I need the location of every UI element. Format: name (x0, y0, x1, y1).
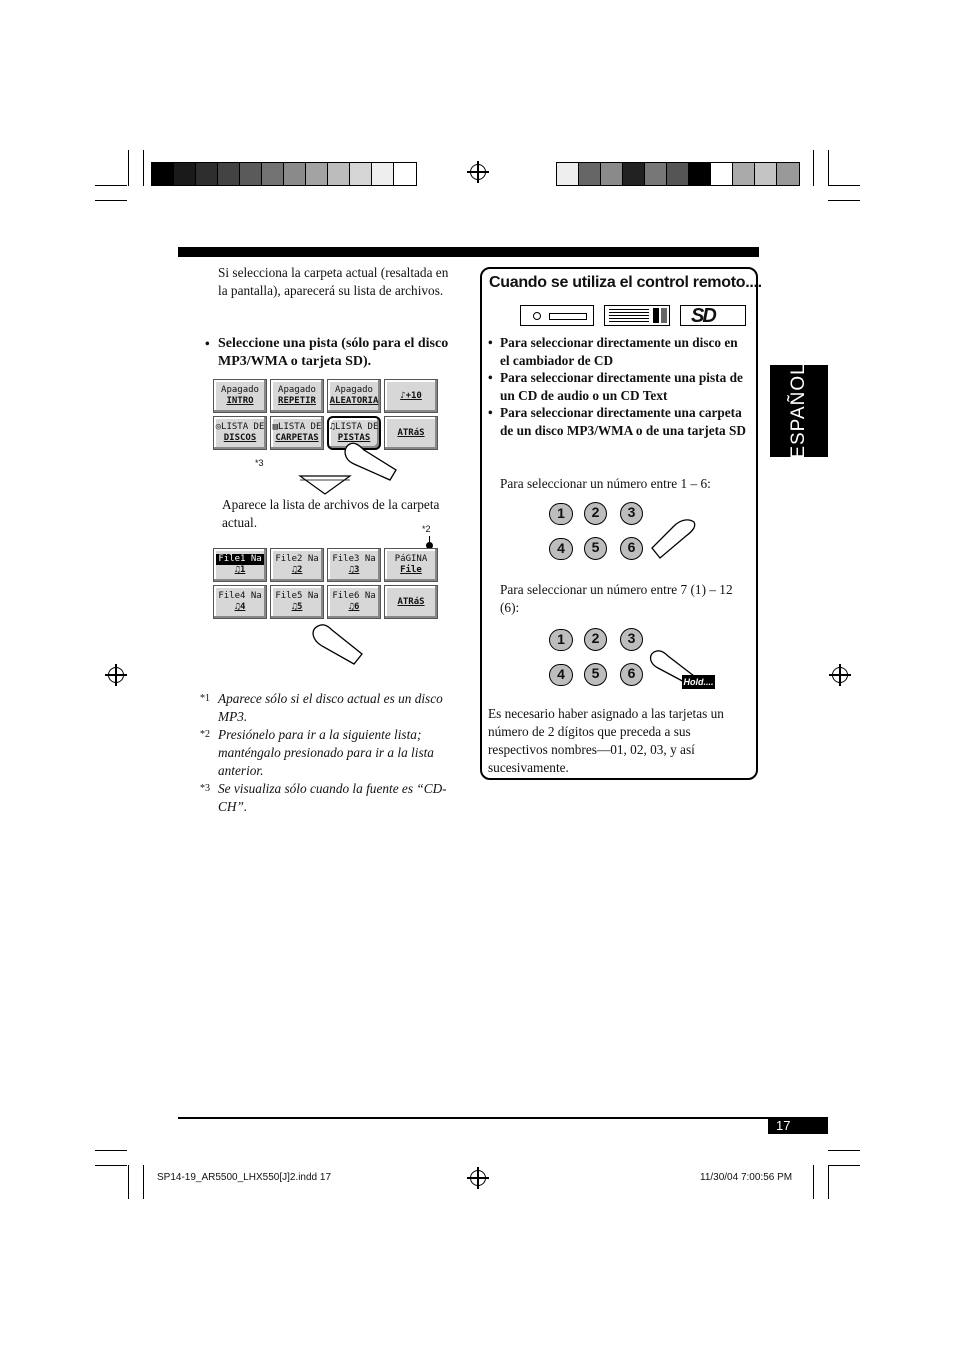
lcd-button-line1: File5 Na (275, 591, 319, 601)
color-bar-left (151, 162, 417, 186)
file4-button[interactable] (213, 585, 267, 619)
lcd-file-grid (213, 548, 438, 619)
lcd-button-line1: File1 Na (218, 554, 262, 564)
bullet-dot: • (488, 370, 493, 385)
lcd-button-line2: ATRáS (397, 596, 425, 607)
footnote (200, 690, 460, 726)
registration-mark-icon (470, 164, 486, 180)
footnote-text: Aparece sólo si el disco actual es un disco MP3. (218, 691, 443, 724)
lcd-button-line1: ▤LISTA DE (272, 422, 322, 432)
lcd-menu-grid (213, 379, 438, 450)
registration-mark-icon (832, 667, 848, 683)
remote-bullet-item (488, 404, 750, 439)
header-rule (178, 247, 759, 257)
footnotes (200, 690, 460, 816)
key-4: 4 (549, 664, 573, 686)
page-number: 17 (768, 1118, 828, 1134)
lcd-button-line2: ALEATORIA (329, 396, 379, 406)
color-bar-right-swatch (733, 163, 755, 185)
select-track-instruction: Seleccione una pista (sólo para el disco MP3/WMA o tarjeta SD). (218, 336, 449, 369)
bullet-dot: • (488, 405, 493, 420)
footnote-text: Se visualiza sólo cuando la fuente es “CD-CH”. (218, 781, 447, 814)
cd-player-icon (520, 305, 594, 326)
key-1: 1 (549, 629, 573, 651)
color-bar-right-swatch (755, 163, 777, 185)
footnote-mark: *2 (200, 729, 210, 740)
color-bar-left-swatch (372, 163, 394, 185)
footnote-text: Presiónelo para ir a la siguiente lista; manténgalo presionado para ir a la lista anterior. (218, 727, 434, 778)
key-3: 3 (620, 628, 643, 651)
lcd-button-line2: ♫1 (234, 565, 246, 575)
plus10-button[interactable] (384, 379, 438, 413)
lcd-button-line1: File6 Na (332, 591, 376, 601)
key-6: 6 (620, 537, 643, 560)
range-1-6-text: Para seleccionar un número entre 1 – 6: (500, 476, 711, 491)
remote-bullet-text: Para seleccionar directamente una pista de un CD de audio o un CD Text (500, 370, 743, 403)
lcd-button-line1: ♫LISTA DE (329, 422, 379, 432)
lcd-button-line1: PáGINA (394, 554, 428, 564)
footnote (200, 780, 460, 816)
color-bar-left-swatch (306, 163, 328, 185)
sd-logo: SD (691, 305, 715, 327)
page-button[interactable] (384, 548, 438, 582)
remote-bullet-text: Para seleccionar directamente una carpeta de un disco MP3/WMA o de una tarjeta SD (500, 405, 746, 438)
folder-list-button[interactable] (270, 416, 324, 450)
color-bar-right-swatch (557, 163, 579, 185)
finger-pointer-icon (310, 620, 366, 666)
lcd-button-line1: Apagado (221, 385, 259, 395)
lcd-button-line1: File2 Na (275, 554, 319, 564)
remote-bullet-text: Para seleccionar directamente un disco en el cambiador de CD (500, 335, 738, 368)
color-bar-left-swatch (152, 163, 174, 185)
file3-button[interactable] (327, 548, 381, 582)
key-4: 4 (549, 538, 573, 560)
lcd-button-line2: REPETIR (278, 396, 316, 406)
sd-card-icon (680, 305, 746, 326)
file5-button[interactable] (270, 585, 324, 619)
footer-file-info: SP14-19_AR5500_LHX550[J]2.indd 17 (157, 1172, 332, 1183)
lcd-button-line2: ♫3 (348, 565, 360, 575)
lcd-button-line1: Apagado (278, 385, 316, 395)
random-button[interactable] (327, 379, 381, 413)
file6-button[interactable] (327, 585, 381, 619)
hold-label: Hold.... (683, 677, 714, 687)
key-5: 5 (584, 537, 607, 560)
color-bar-left-swatch (196, 163, 218, 185)
color-bar-left-swatch (240, 163, 262, 185)
footnote-mark: *3 (200, 783, 210, 794)
arrow-down-icon (298, 474, 352, 496)
bullet-dot: • (205, 336, 210, 351)
footnote (200, 726, 460, 780)
footnote-mark: *3 (255, 458, 264, 468)
lcd-button-line1: Apagado (335, 385, 373, 395)
color-bar-right-swatch (667, 163, 689, 185)
intro-button[interactable] (213, 379, 267, 413)
sd-naming-note: Es necesario haber asignado a las tarjetas un número de 2 dígitos que preceda a sus respectivos nombres—01, 02, 03, y así sucesivamente. (488, 706, 724, 775)
registration-mark-icon (470, 1170, 486, 1186)
lcd-button-line2: ATRáS (397, 427, 425, 438)
footer-timestamp: 11/30/04 7:00:56 PM (700, 1172, 793, 1183)
key-1: 1 (549, 503, 573, 525)
lcd-button-line2: ♫5 (291, 602, 303, 612)
remote-bullet-item (488, 369, 750, 404)
language-tab (770, 365, 828, 457)
lcd-button-line1: ◎LISTA DE (215, 422, 265, 432)
color-bar-left-swatch (350, 163, 372, 185)
registration-mark-icon (108, 667, 124, 683)
color-bar-left-swatch (174, 163, 196, 185)
key-6: 6 (620, 663, 643, 686)
box-title: Cuando se utiliza el control remoto.... (489, 274, 762, 291)
range-7-12-text: Para seleccionar un número entre 7 (1) – 12 (6): (500, 582, 733, 615)
lcd-button-line2: DISCOS (223, 433, 257, 443)
footer-rule (178, 1117, 828, 1119)
intro-text: Si selecciona la carpeta actual (resaltada en la pantalla), aparecerá su lista de archivos. (218, 265, 449, 298)
file-list-caption: Aparece la lista de archivos de la carpeta actual. (222, 497, 440, 530)
back-button[interactable] (384, 585, 438, 619)
lcd-button-line2: ♫2 (291, 565, 303, 575)
color-bar-right-swatch (777, 163, 799, 185)
cd-changer-icon (604, 305, 670, 326)
color-bar-right-swatch (623, 163, 645, 185)
finger-pointer-icon (648, 518, 696, 560)
footnote-mark: *1 (200, 693, 210, 704)
footnote-mark: *2 (422, 524, 431, 534)
color-bar-right (556, 162, 800, 186)
lcd-button-line2: ♫4 (234, 602, 246, 612)
file2-button[interactable] (270, 548, 324, 582)
color-bar-right-swatch (579, 163, 601, 185)
color-bar-left-swatch (218, 163, 240, 185)
repeat-button[interactable] (270, 379, 324, 413)
bullet-dot: • (488, 335, 493, 350)
color-bar-right-swatch (601, 163, 623, 185)
lcd-button-line2: CARPETAS (275, 433, 319, 443)
key-2: 2 (584, 502, 607, 525)
key-3: 3 (620, 502, 643, 525)
language-tab-label: ESPAÑOL (788, 363, 809, 459)
lcd-button-line2: PISTAS (337, 433, 371, 443)
color-bar-right-swatch (645, 163, 667, 185)
remote-bullets (488, 334, 750, 439)
color-bar-left-swatch (328, 163, 350, 185)
lcd-button-line1: File3 Na (332, 554, 376, 564)
file1-button[interactable] (213, 548, 267, 582)
disc-list-button[interactable] (213, 416, 267, 450)
remote-bullet-item (488, 334, 750, 369)
lcd-button-line2: INTRO (226, 396, 254, 406)
color-bar-right-swatch (689, 163, 711, 185)
color-bar-left-swatch (262, 163, 284, 185)
lcd-button-line1: File4 Na (218, 591, 262, 601)
key-5: 5 (584, 663, 607, 686)
key-2: 2 (584, 628, 607, 651)
color-bar-left-swatch (394, 163, 416, 185)
lcd-button-line2: File (400, 565, 422, 575)
lcd-button-line2: ♪+10 (400, 390, 422, 401)
color-bar-left-swatch (284, 163, 306, 185)
color-bar-right-swatch (711, 163, 733, 185)
lcd-button-line2: ♫6 (348, 602, 360, 612)
